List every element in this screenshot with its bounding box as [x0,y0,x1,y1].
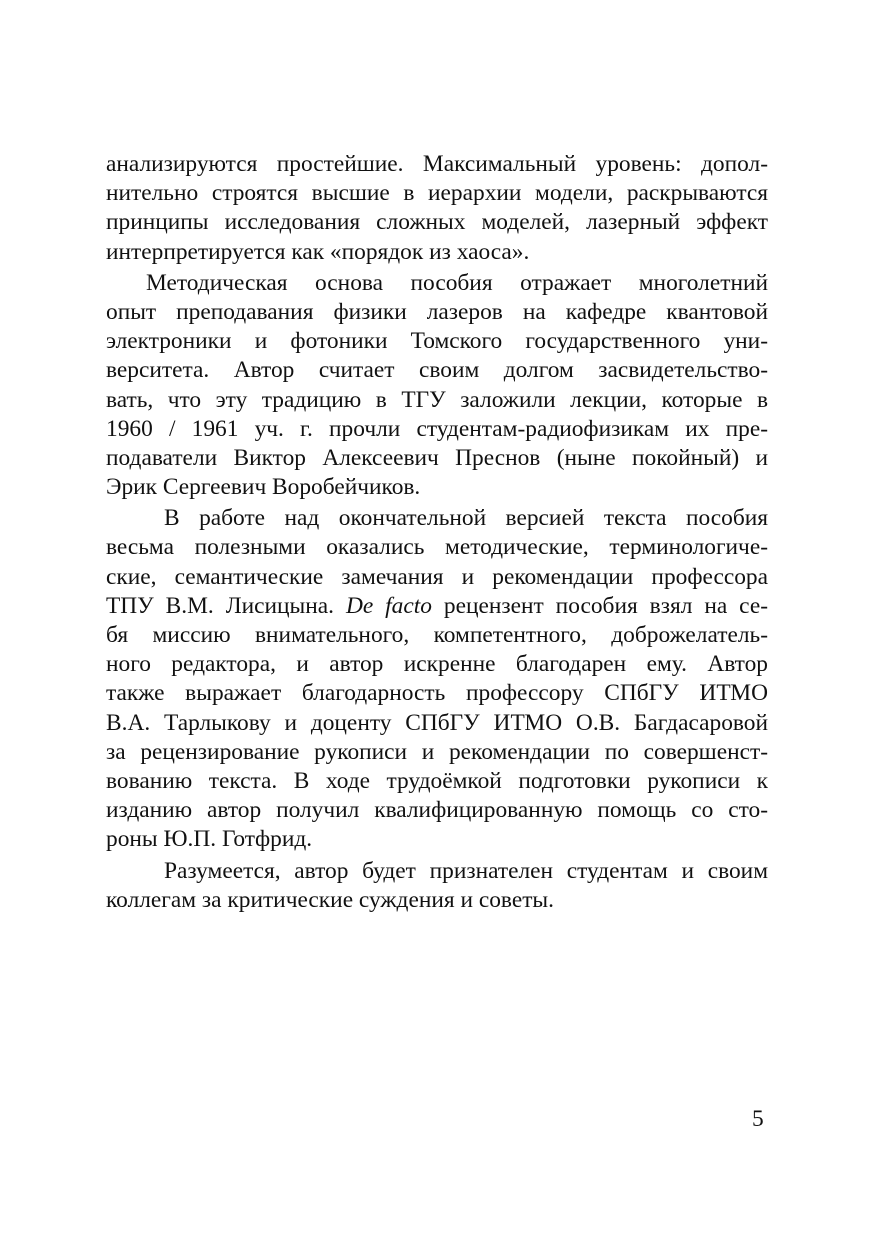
text-line: Эрик Сергеевич Воробейчиков. [106,474,421,501]
text-line: подаватели Виктор Алексеевич Преснов (ныне покойный) и [106,444,768,471]
text-line: вать, что эту традицию в ТГУ заложили лекции, которые в [106,386,768,413]
text-line: принципы исследования сложных моделей, лазерный эффект [106,209,768,236]
text-segment: ТПУ В.М. Лисицына. [106,592,334,619]
text-line: ские, семантические замечания и рекомендации профессора [106,563,768,590]
text-line: Разумеется, автор будет признателен студентам и своим [164,857,768,884]
text-line: изданию автор получил квалифицированную помощь со сто- [106,797,768,824]
text-line: коллегам за критические суждения и советы. [106,886,554,913]
text-line: опыт преподавания физики лазеров на кафедре квантовой [106,298,768,325]
text-line: электроники и фотоники Томского государственного уни- [106,328,768,355]
page-number: 5 [752,1106,764,1132]
text-line: вованию текста. В ходе трудоёмкой подготовки рукописи к [106,767,768,794]
text-line-with-italic [106,592,768,621]
text-line: интерпретируется как «порядок из хаоса». [106,238,530,265]
text-line: за рецензирование рукописи и рекомендации по совершенст- [106,738,768,765]
text-line: также выражает благодарность профессору СПбГУ ИТМО [106,680,768,707]
text-line: верситета. Автор считает своим долгом засвидетельство- [106,357,768,384]
text-line: весьма полезными оказались методические, терминологиче- [106,534,768,561]
body-text [106,150,768,915]
text-line: 1960 / 1961 уч. г. прочли студентам-радиофизикам их пре- [106,415,768,442]
text-line: В.А. Тарлыкову и доценту СПбГУ ИТМО О.В. Багдасаровой [106,709,768,736]
text-line: нительно строятся высшие в иерархии модели, раскрываются [106,180,768,207]
text-line: роны Ю.П. Готфрид. [106,826,313,853]
text-segment: рецензент пособия взял на се- [443,592,768,619]
text-line: В работе над окончательной версией текста пособия [164,505,768,532]
text-line: Методическая основа пособия отражает многолетний [146,269,768,296]
text-line: анализируются простейшие. Максимальный уровень: допол- [106,151,768,177]
text-line: ного редактора, и автор искренне благодарен ему. Автор [106,651,768,678]
italic-phrase: De facto [345,592,432,619]
text-line: бя миссию внимательного, компетентного, доброжелатель- [106,622,768,648]
